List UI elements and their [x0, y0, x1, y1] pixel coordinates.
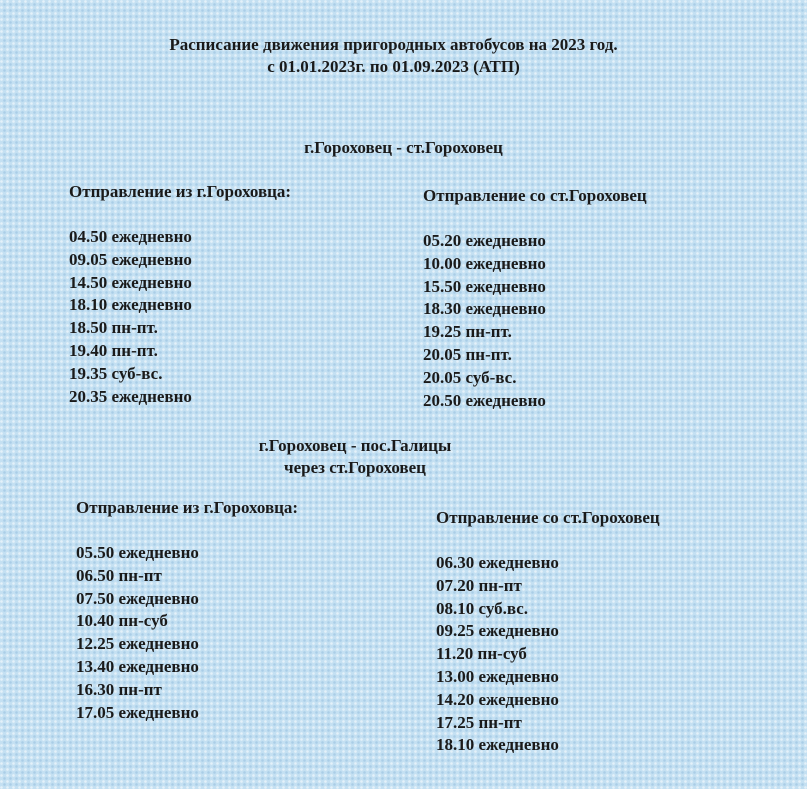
departure-time: 05.50 ежедневно: [76, 543, 199, 562]
departure-time: 09.25 ежедневно: [436, 621, 559, 641]
route1-title: г.Гороховец - ст.Гороховец: [304, 138, 503, 157]
departure-time: 12.25 ежедневно: [76, 634, 199, 654]
route2-left-times: [76, 542, 199, 724]
departure-time: 20.05 суб-вс.: [423, 367, 517, 387]
departure-time: 13.00 ежедневно: [436, 666, 559, 686]
route1-right-heading: Отправление со ст.Гороховец: [423, 186, 647, 205]
departure-time: 10.40 пн-суб: [76, 611, 168, 631]
route2-left-heading: Отправление из г.Гороховца:: [76, 498, 299, 517]
departure-time: 19.25 пн-пт.: [423, 322, 512, 342]
departure-time: 07.50 ежедневно: [76, 588, 199, 608]
departure-time: 19.40 пн-пт.: [69, 340, 158, 360]
departure-time: 18.50 пн-пт.: [69, 318, 158, 338]
departure-time: 18.10 ежедневно: [69, 295, 192, 315]
route2-right-times: [436, 552, 559, 757]
departure-time: 06.30 ежедневно: [436, 553, 559, 572]
route1-left-heading: Отправление из г.Гороховца:: [69, 182, 292, 201]
route2-title-line2: через ст.Гороховец: [284, 458, 426, 477]
departure-time: 13.40 ежедневно: [76, 656, 199, 676]
departure-time: 05.20 ежедневно: [423, 231, 546, 250]
departure-time: 17.25 пн-пт: [436, 712, 522, 732]
departure-time: 20.35 ежедневно: [69, 386, 192, 406]
departure-time: 06.50 пн-пт: [76, 565, 162, 585]
departure-time: 14.50 ежедневно: [69, 272, 192, 292]
departure-time: 14.20 ежедневно: [436, 689, 559, 709]
departure-time: 10.00 ежедневно: [423, 253, 546, 273]
departure-time: 11.20 пн-суб: [436, 644, 527, 664]
departure-time: 20.05 пн-пт.: [423, 344, 512, 364]
departure-time: 20.50 ежедневно: [423, 390, 546, 410]
departure-time: 18.30 ежедневно: [423, 299, 546, 319]
departure-time: 08.10 суб.вс.: [436, 598, 529, 618]
schedule-header: [0, 34, 787, 78]
departure-time: 16.30 пн-пт: [76, 679, 162, 699]
route2-title-line1: г.Гороховец - пос.Галицы: [258, 436, 452, 455]
route1-right-times: [423, 230, 546, 412]
departure-time: 19.35 суб-вс.: [69, 363, 163, 383]
route1-left-times: [69, 226, 192, 408]
route2-title: [215, 435, 495, 479]
departure-time: 07.20 пн-пт: [436, 575, 522, 595]
departure-time: 17.05 ежедневно: [76, 702, 199, 722]
schedule-period: с 01.01.2023г. по 01.09.2023 (АТП): [267, 57, 520, 76]
departure-time: 15.50 ежедневно: [423, 276, 546, 296]
departure-time: 09.05 ежедневно: [69, 249, 192, 269]
schedule-title: Расписание движения пригородных автобусов на 2023 год.: [169, 35, 618, 54]
departure-time: 18.10 ежедневно: [436, 735, 559, 755]
departure-time: 04.50 ежедневно: [69, 227, 192, 246]
route2-right-heading: Отправление со ст.Гороховец: [436, 508, 660, 527]
